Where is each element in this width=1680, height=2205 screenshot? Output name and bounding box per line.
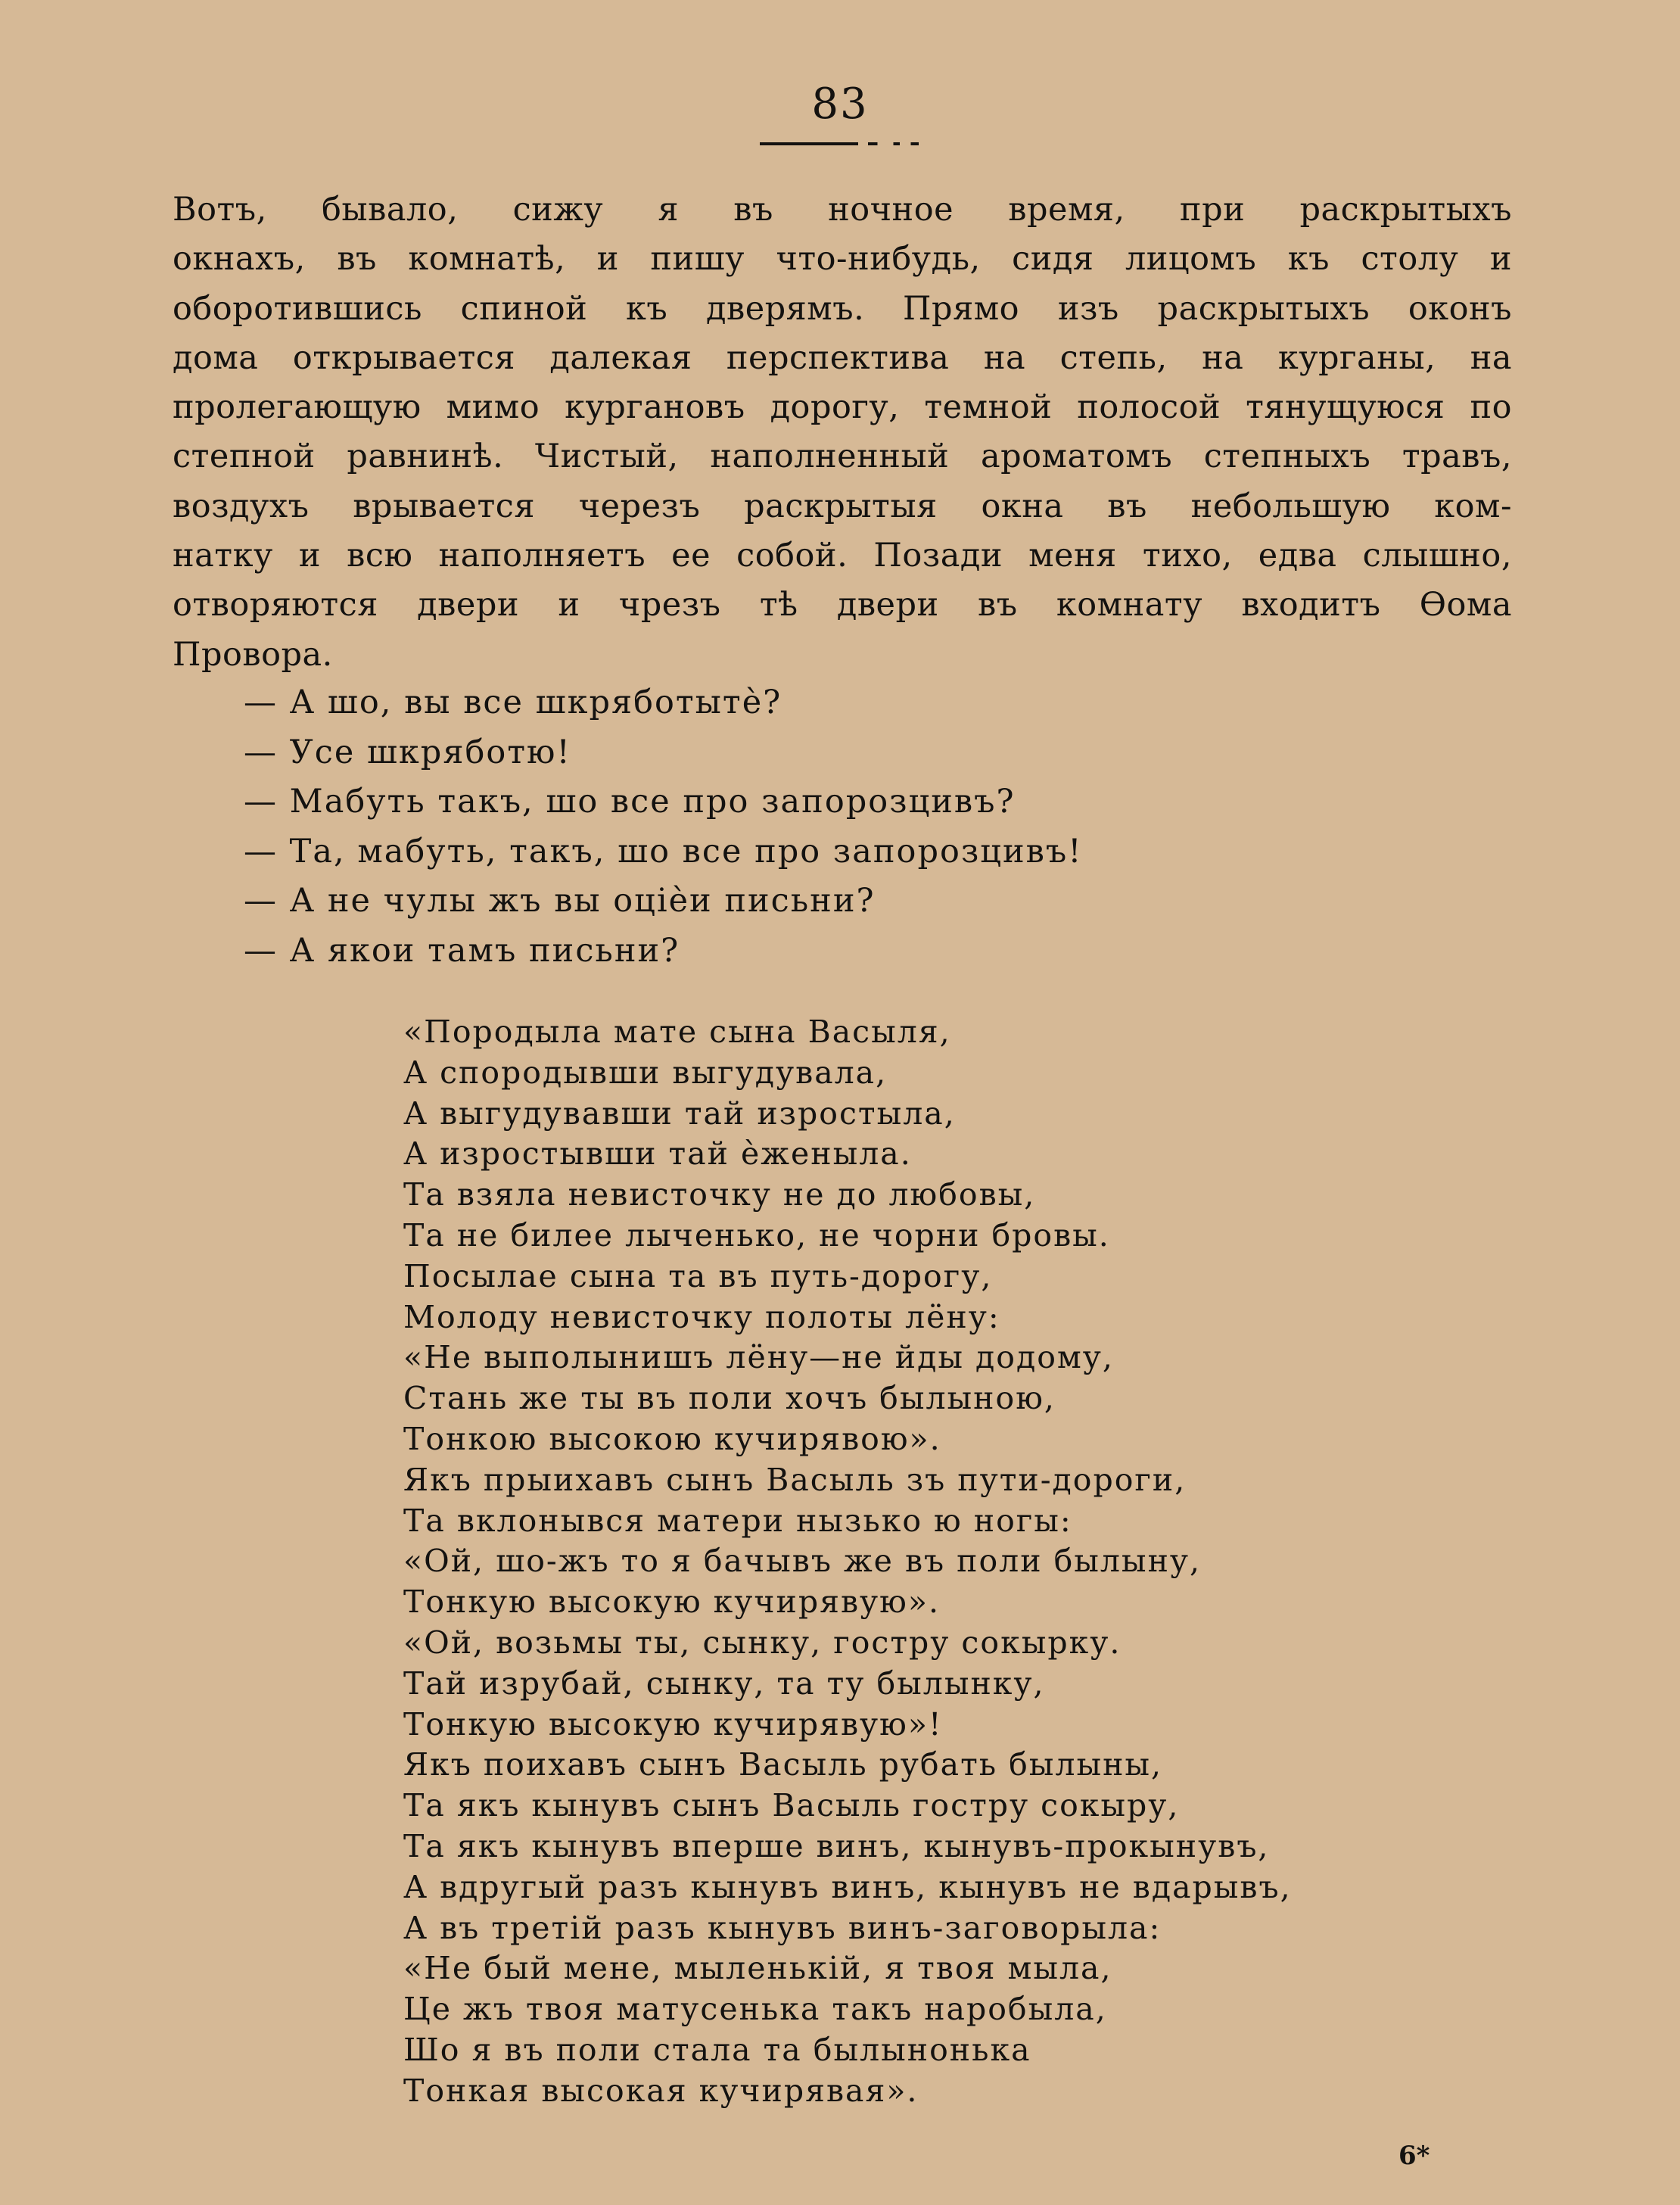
poem-line: А выгудувавши тай изростыла, bbox=[403, 1095, 956, 1132]
dialogue-line: — Мабуть такъ, шо все про запорозцивъ? bbox=[244, 783, 1016, 821]
poem-line: Стань же ты въ поли хочъ былыною, bbox=[403, 1380, 1056, 1417]
poem-line: Та якъ кынувъ сынъ Васыль гостру сокыру, bbox=[403, 1787, 1180, 1824]
printer-signature: 6* bbox=[1398, 2141, 1430, 2171]
poem-line: «Ой, возьмы ты, сынку, гостру сокырку. bbox=[403, 1624, 1122, 1661]
poem-line: Та взяла невисточку не до любовы, bbox=[403, 1176, 1036, 1213]
poem-line: Та вклонывся матери нызько ю ногы: bbox=[403, 1502, 1072, 1539]
poem-line: «Породыла мате сына Васыля, bbox=[403, 1014, 951, 1050]
dialogue-line: — Усе шкряботю! bbox=[244, 733, 571, 771]
prose-line: Провора. bbox=[173, 635, 333, 674]
poem-line: А въ третій разъ кынувъ винъ-заговорыла: bbox=[403, 1909, 1162, 1946]
poem-line: Шо я въ поли стала та былынонька bbox=[403, 2031, 1031, 2068]
prose-line: окнахъ, въ комнатѣ, и пишу что-нибудь, сидя лицомъ къ столу и bbox=[173, 240, 1512, 279]
poem-line: Це жъ твоя матусенька такъ наробыла, bbox=[403, 1991, 1107, 2028]
poem-block bbox=[403, 1012, 1523, 2112]
prose-line: воздухъ врывается черезъ раскрытыя окна въ небольшую ком- bbox=[173, 487, 1512, 525]
prose-line: дома открывается далекая перспектива на степь, на курганы, на bbox=[173, 338, 1512, 377]
poem-line: Молоду невисточку полоты лёну: bbox=[403, 1298, 1000, 1335]
poem-line: Та не билее лыченько, не чорни бровы. bbox=[403, 1216, 1110, 1254]
poem-line: Якъ прыихавъ сынъ Васыль зъ пути-дороги, bbox=[403, 1461, 1187, 1498]
dialogue-line: — А шо, вы все шкряботытѐ? bbox=[244, 684, 782, 721]
dialogue-line: — Та, мабуть, такъ, шо все про запорозцивъ! bbox=[244, 832, 1083, 870]
poem-line: «Не бый мене, мыленькій, я твоя мыла, bbox=[403, 1950, 1112, 1987]
poem-line: Тай изрубай, сынку, та ту былынку, bbox=[403, 1665, 1045, 1702]
poem-line: Тонкою высокою кучирявою». bbox=[403, 1420, 941, 1457]
prose-line: Вотъ, бывало, сижу я въ ночное время, при раскрытыхъ bbox=[173, 191, 1512, 229]
poem-line: А изростывши тай ѐженыла. bbox=[403, 1135, 912, 1173]
prose-line: степной равнинѣ. Чистый, наполненный ароматомъ степныхъ травъ, bbox=[173, 438, 1512, 476]
poem-line: Тонкую высокую кучирявую». bbox=[403, 1584, 940, 1621]
poem-line: «Ой, шо-жъ то я бачывъ же въ поли былыну, bbox=[403, 1543, 1202, 1580]
poem-line: «Не выполынишъ лёну—не йды додому, bbox=[403, 1339, 1114, 1376]
prose-line: отворяются двери и чрезъ тѣ двери въ комнату входитъ Ѳома bbox=[173, 586, 1512, 624]
poem-line: Посылае сына та въ путь-дорогу, bbox=[403, 1257, 993, 1294]
prose-block bbox=[173, 185, 1512, 680]
page-number: 83 bbox=[811, 79, 869, 129]
page-number-rule bbox=[760, 142, 919, 145]
dialogue-block bbox=[244, 678, 1303, 976]
poem-line: Та якъ кынувъ вперше винъ, кынувъ-прокынувъ, bbox=[403, 1827, 1270, 1864]
dialogue-line: — А якои тамъ письни? bbox=[244, 931, 680, 970]
poem-line: А спородывши выгудувала, bbox=[403, 1054, 888, 1091]
dialogue-line: — А не чулы жъ вы оціѐи письни? bbox=[244, 882, 876, 920]
prose-line: натку и всю наполняетъ ее собой. Позади меня тихо, едва слышно, bbox=[173, 537, 1512, 575]
poem-line: Тонкую высокую кучирявую»! bbox=[403, 1705, 943, 1743]
poem-line: А вдругый разъ кынувъ винъ, кынувъ не вдарывъ, bbox=[403, 1868, 1292, 1905]
poem-line: Якъ поихавъ сынъ Васыль рубать былыны, bbox=[403, 1746, 1163, 1783]
poem-line: Тонкая высокая кучирявая». bbox=[403, 2072, 919, 2109]
prose-line: пролегающую мимо кургановъ дорогу, темной полосой тянущуюся по bbox=[173, 388, 1512, 427]
prose-line: оборотившись спиной къ дверямъ. Прямо изъ раскрытыхъ оконъ bbox=[173, 289, 1512, 328]
